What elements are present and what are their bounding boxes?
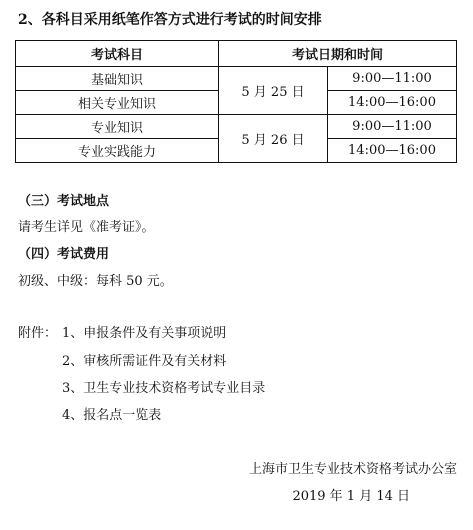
- attachment-item: 4、报名点一览表: [62, 408, 162, 423]
- table-header-row: [16, 41, 457, 67]
- exam-schedule-table: [15, 40, 457, 163]
- table-row: [16, 67, 457, 91]
- section-heading: 2、各科目采用纸笔作答方式进行考试的时间安排: [18, 12, 322, 28]
- time-cell: 9:00—11:00: [328, 67, 457, 91]
- header-subject: 考试科目: [16, 41, 219, 67]
- time-cell: 9:00—11:00: [328, 115, 457, 139]
- attachments-label: 附件：: [18, 326, 58, 341]
- subject-cell: 专业知识: [16, 115, 219, 139]
- date-cell: 5 月 26 日: [219, 115, 328, 163]
- fee-heading: （四）考试费用: [18, 247, 110, 262]
- attachment-item: 1、申报条件及有关事项说明: [62, 326, 227, 341]
- fee-text: 初级、中级：每科 50 元。: [18, 274, 173, 289]
- location-heading: （三）考试地点: [18, 194, 110, 209]
- date-cell: 5 月 25 日: [219, 67, 328, 115]
- table-row: [16, 115, 457, 139]
- header-datetime: 考试日期和时间: [219, 41, 457, 67]
- subject-cell: 相关专业知识: [16, 91, 219, 115]
- attachment-item: 2、审核所需证件及有关材料: [62, 354, 227, 369]
- location-text: 请考生详见《准考证》。: [18, 220, 155, 235]
- time-cell: 14:00—16:00: [328, 91, 457, 115]
- signature-date: 2019 年 1 月 14 日: [292, 489, 410, 504]
- subject-cell: 基础知识: [16, 67, 219, 91]
- time-cell: 14:00—16:00: [328, 139, 457, 163]
- signature-organization: 上海市卫生专业技术资格考试办公室: [248, 462, 457, 477]
- subject-cell: 专业实践能力: [16, 139, 219, 163]
- attachment-item: 3、卫生专业技术资格考试专业目录: [62, 381, 266, 396]
